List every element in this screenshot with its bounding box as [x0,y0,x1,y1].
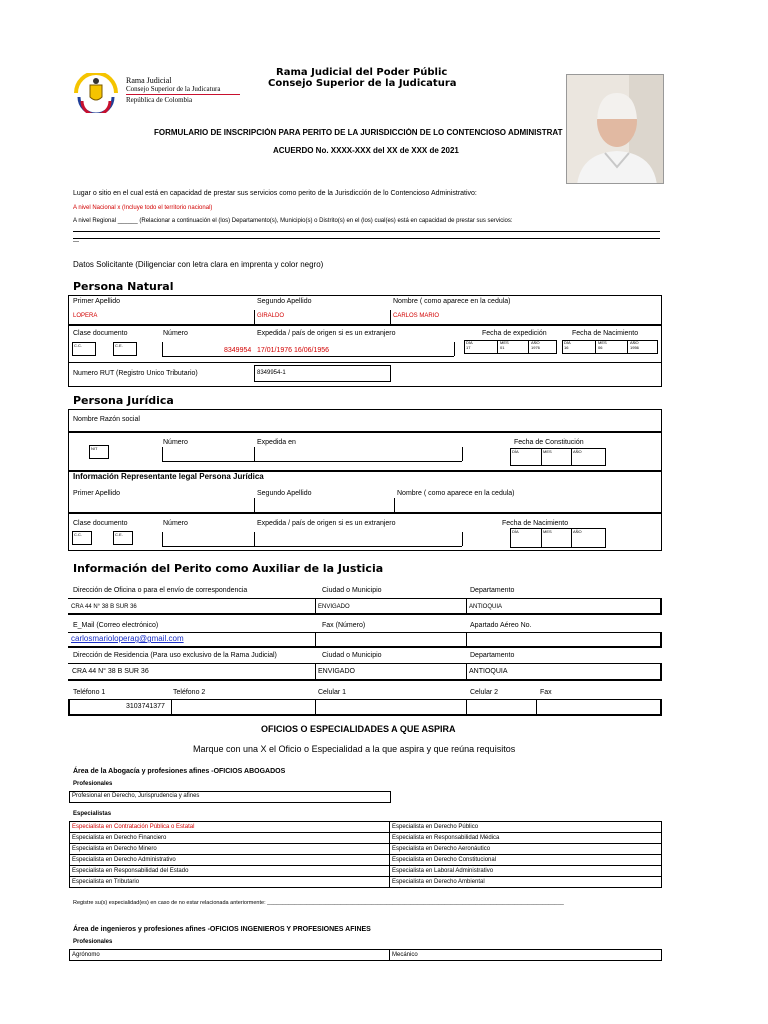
nat-birth-year[interactable]: 1956 [630,345,639,350]
perito-office-label: Dirección de Oficina o para el envío de correspondencia [73,587,248,594]
nat-issued-label: Expedida / país de origen si es un extranjero [257,330,396,337]
perito-row4-div-a [171,699,172,714]
specialist-row [70,866,662,877]
oficios-profesionales-label-2: Profesionales [73,939,113,945]
perito-po-label: Apartado Aéreo No. [470,622,532,629]
jur-first-surname-label: Primer Apellido [73,490,121,497]
jur-const-label: Fecha de Constitución [514,439,584,446]
nat-number-left [162,342,163,356]
oficios-area-ingenieros: Área de ingenieros y profesiones afines -OFICIOS INGENIEROS Y PROFESIONES AFINES [73,926,371,933]
perito-row4-div-b [315,699,316,714]
specialist-cell-right[interactable]: Especialista en Derecho Aeronáutico [390,844,662,855]
jur-num-left [162,447,163,461]
regional-line-2 [73,238,660,239]
perito-row4-div-d [536,699,537,714]
nat-number-underline [162,356,454,357]
perito-line-bottom-4 [68,714,662,716]
nat-name-label: Nombre ( como aparece en la cedula) [393,298,511,305]
perito-row2-div-c [660,632,662,646]
oficios-instruction: Marque con una X el Oficio o Especialidad a la que aspira y que reúna requisitos [193,744,516,754]
specialist-cell-left[interactable]: Especialista en Responsabilidad del Estado [70,866,390,877]
perito-line-top-2 [68,632,662,633]
perito-dept-value[interactable]: ANTIOQUIA [469,604,503,610]
perito-res-value[interactable]: CRA 44 N° 38 B SUR 36 [72,668,149,675]
jur-doc-class-label: Clase documento [73,520,128,527]
engineer-table [69,949,662,961]
perito-fax2-label: Fax [540,689,552,696]
nat-exp-year[interactable]: 1976 [531,345,540,350]
jur-birth-label: Fecha de Nacimiento [502,520,569,527]
specialist-cell-left[interactable]: Especialista en Derecho Minero [70,844,390,855]
nat-ce-box[interactable] [113,342,137,356]
specialist-cell-right[interactable]: Especialista en Laboral Administrativo [390,866,662,877]
jur-birth-dia: DÍA [512,529,519,534]
applicant-label: Datos Solicitante (Diligenciar con letra clara en imprenta y color negro) [73,260,324,269]
perito-tel2-label: Teléfono 2 [173,689,206,696]
jur-const-ano: AÑO [573,449,582,454]
perito-dept-label-2: Departamento [470,652,515,659]
perito-row4-div-e [660,699,662,714]
nat-row-line-1 [68,324,662,326]
jur-line-1 [68,431,662,433]
nat-cc-box[interactable] [72,342,96,356]
nat-exp-day[interactable]: 17 [466,345,471,350]
nat-birth-date-label: Fecha de Nacimiento [572,330,639,337]
specialist-cell-right[interactable]: Especialista en Responsabilidad Médica [390,833,662,844]
perito-row4-div-0 [68,699,70,714]
location-national: A nivel Nacional x (Incluye todo el territorio nacional) [73,205,213,211]
specialist-row [70,877,662,888]
nat-row-line-2 [68,362,662,363]
specialist-cell-left[interactable]: Especialista en Derecho Financiero [70,833,390,844]
specialist-cell-right[interactable]: Especialista en Derecho Ambiental [390,877,662,888]
perito-line-top-3 [68,663,662,664]
nat-birth-d1 [595,340,596,354]
perito-tel1-label: Teléfono 1 [73,689,106,696]
oficios-title: OFICIOS O ESPECIALIDADES A QUE ASPIRA [261,724,456,734]
logo-divider [126,94,240,95]
nat-issued-right [454,342,455,356]
jur-const-dia: DÍA [512,449,519,454]
perito-email-label: E_Mail (Correo electrónico) [73,622,159,629]
perito-line-bottom-2 [68,646,662,648]
header-title-1: Rama Judicial del Poder Públic [276,67,448,78]
specialist-table [69,821,662,888]
perito-row1-div-a [315,598,316,613]
logo-line1: Rama Judicial [126,76,172,85]
nat-exp-d2 [528,340,529,354]
applicant-photo [566,74,664,184]
jur-const-d2 [571,448,572,466]
jur-ce-box[interactable] [113,531,133,545]
perito-row2-div-a [315,632,316,646]
header-title-2: Consejo Superior de la Judicatura [268,78,457,89]
nat-first-surname[interactable]: LOPERA [73,313,98,319]
jur-birth-mes: MES [543,529,552,534]
jur-const-d1 [541,448,542,466]
jur-issued2-left [254,532,255,546]
perito-res-label: Dirección de Residencia (Para uso exclusivo de la Rama Judicial) [73,652,277,659]
jur-num-underline [162,461,462,462]
perito-line-bottom-1 [68,613,662,615]
oficios-register-other[interactable]: Registre su(s) especialidad(es) en caso de no estar relacionada anteriormente: _________________________________________________________________________________________________ [73,900,564,906]
nat-exp-month[interactable]: 01 [500,345,505,350]
specialist-cell-left[interactable]: Especialista en Tributario [70,877,390,888]
nat-birth-day[interactable]: 16 [564,345,569,350]
jur-razon-label: Nombre Razón social [73,416,140,423]
location-intro: Lugar o sitio en el cual está en capacidad de prestar sus servicios como perito de la Jurisdicción de lo Contencioso Administrativo: [73,190,477,197]
regional-line-1 [73,231,660,232]
jur-number-label: Número [163,439,188,446]
perito-fax-label: Fax (Número) [322,622,366,629]
jur-second-surname-label: Segundo Apellido [257,490,312,497]
specialist-cell-right[interactable]: Especialista en Derecho Público [390,822,662,833]
perito-city-value[interactable]: ENVIGADO [318,604,350,610]
nat-birth-d2 [627,340,628,354]
jur-rep-label: Información Representante legal Persona Jurídica [73,472,264,481]
jur-issued-right [462,447,463,461]
jur-rep-div-2 [394,498,395,512]
jur-line-3 [68,512,662,514]
nat-div-2 [390,310,391,324]
perito-section-title: Información del Perito como Auxiliar de la Justicia [73,562,384,575]
jur-issued-left [254,447,255,461]
engineer-row [70,950,662,961]
nat-birth-date-grid [562,340,658,354]
nat-div-1 [254,310,255,324]
perito-city-label: Ciudad o Municipio [322,587,382,594]
nat-birth-month-lbl: MES [598,340,607,345]
specialist-row [70,822,662,833]
nat-doc-class-label: Clase documento [73,330,128,337]
oficios-area-abogacia: Área de la Abogacía y profesiones afines -OFICIOS ABOGADOS [73,768,286,775]
nat-exp-year-lbl: AÑO [531,340,540,345]
nat-exp-month-lbl: MES [500,340,509,345]
nat-exp-date-grid [464,340,557,354]
jur-issued2-right [462,532,463,546]
jur-issued-label-2: Expedida / país de origen si es un extranjero [257,520,396,527]
perito-dept-label: Departamento [470,587,515,594]
jur-birth-d2 [571,528,572,548]
location-regional: A nivel Regional ______ (Relacionar a continuación el (los) Departamento(s), Municipio(s) o Distrito(s) en el (los) cual(es) está en capacidad de prestar sus servicios: [73,218,513,224]
coat-of-arms-icon [72,73,120,113]
perito-tel1-value[interactable]: 3103741377 [126,703,165,710]
jur-ce-label: C.E. [115,532,123,537]
jur-cc-label: C.C. [74,532,82,537]
natural-section-title: Persona Natural [73,280,174,293]
perito-cel2-label: Celular 2 [470,689,499,696]
form-title: FORMULARIO DE INSCRIPCIÓN PARA PERITO DE LA JURISDICCIÓN DE LO CONTENCIOSO ADMINISTRAT [154,128,563,137]
logo-line3: República de Colombia [126,96,193,104]
perito-office-value[interactable]: CRA 44 N° 38 B SUR 36 [71,604,137,610]
nat-rut-value[interactable]: 8349954-1 [257,370,286,376]
jur-num2-left [162,532,163,546]
perito-row3-div-c [660,663,662,679]
specialist-row [70,844,662,855]
perito-line-bottom-3 [68,679,662,681]
perito-line-top-1 [68,598,662,599]
nat-birth-day-lbl: DÍA [564,340,571,345]
jur-const-mes: MES [543,449,552,454]
perito-row2-div-b [466,632,467,646]
jur-const-grid [510,448,606,466]
nat-number-value[interactable]: 8349954 [224,347,252,354]
nat-cc-label: C.C. [74,343,82,348]
jur-name-label: Nombre ( como aparece en la cedula) [397,490,515,497]
perito-row1-div-c [660,598,662,613]
oficios-profesionales-label: Profesionales [73,781,113,787]
agreement-number: ACUERDO No. XXXX-XXX del XX de XXX de 2021 [273,146,459,155]
nat-second-surname[interactable]: GIRALDO [257,313,285,319]
jur-nit-box[interactable] [89,445,109,459]
perito-email-link[interactable]: carlosmarioloperag@gmail.com [71,634,184,643]
juridica-section-title: Persona Jurídica [73,394,174,407]
perito-row3-div-a [315,663,316,679]
jur-birth-grid [510,528,606,548]
nat-exp-d1 [497,340,498,354]
specialist-cell-left[interactable]: Especialista en Contratación Pública o Estatal [70,822,390,833]
jur-cc-box[interactable] [72,531,92,545]
nat-birth-month[interactable]: 06 [598,345,603,350]
specialist-cell-right[interactable]: Especialista en Derecho Constitucional [390,855,662,866]
perito-row1-div-b [466,598,467,613]
nat-second-surname-label: Segundo Apellido [257,298,312,305]
nat-name[interactable]: CARLOS MARIO [393,313,440,319]
person-photo-icon [567,75,664,184]
nat-exp-day-lbl: DÍA [466,340,473,345]
nat-exp-date-label: Fecha de expedición [482,330,547,337]
jur-birth-ano: AÑO [573,529,582,534]
jur-number-label-2: Número [163,520,188,527]
logo-line2: Consejo Superior de la Judicatura [126,85,221,93]
perito-city-value-2[interactable]: ENVIGADO [318,668,355,675]
engineer-cell-left[interactable]: Agrónomo [70,950,390,961]
perito-row3-div-b [466,663,467,679]
nat-rut-label: Numero RUT (Registro Unico Tributario) [73,370,198,377]
perito-cel1-label: Celular 1 [318,689,347,696]
specialist-row [70,855,662,866]
perito-city-label-2: Ciudad o Municipio [322,652,382,659]
jur-rep-div-1 [254,498,255,512]
jur-num2-underline [162,546,462,547]
nat-number-label: Número [163,330,188,337]
oficios-prof-row-text: Profesional en Derecho, Jurisprudencia y afines [72,793,200,799]
perito-line-top-4 [68,699,662,700]
oficios-especialistas-label: Especialistas [73,811,112,817]
jur-birth-d1 [541,528,542,548]
logo [72,73,120,113]
nat-first-surname-label: Primer Apellido [73,298,121,305]
engineer-cell-right[interactable]: Mecánico [390,950,662,961]
nat-birth-year-lbl: AÑO [630,340,639,345]
regional-dash: — [73,239,79,245]
nat-issued-value[interactable]: 17/01/1976 16/06/1956 [257,347,330,354]
perito-dept-value-2[interactable]: ANTIOQUIA [469,668,508,675]
perito-row4-div-c [466,699,467,714]
jur-nit-label: NIT [91,446,98,451]
specialist-row [70,833,662,844]
jur-issued-label: Expedida en [257,439,296,446]
nat-ce-label: C.E. [115,343,123,348]
specialist-cell-left[interactable]: Especialista en Derecho Administrativo [70,855,390,866]
